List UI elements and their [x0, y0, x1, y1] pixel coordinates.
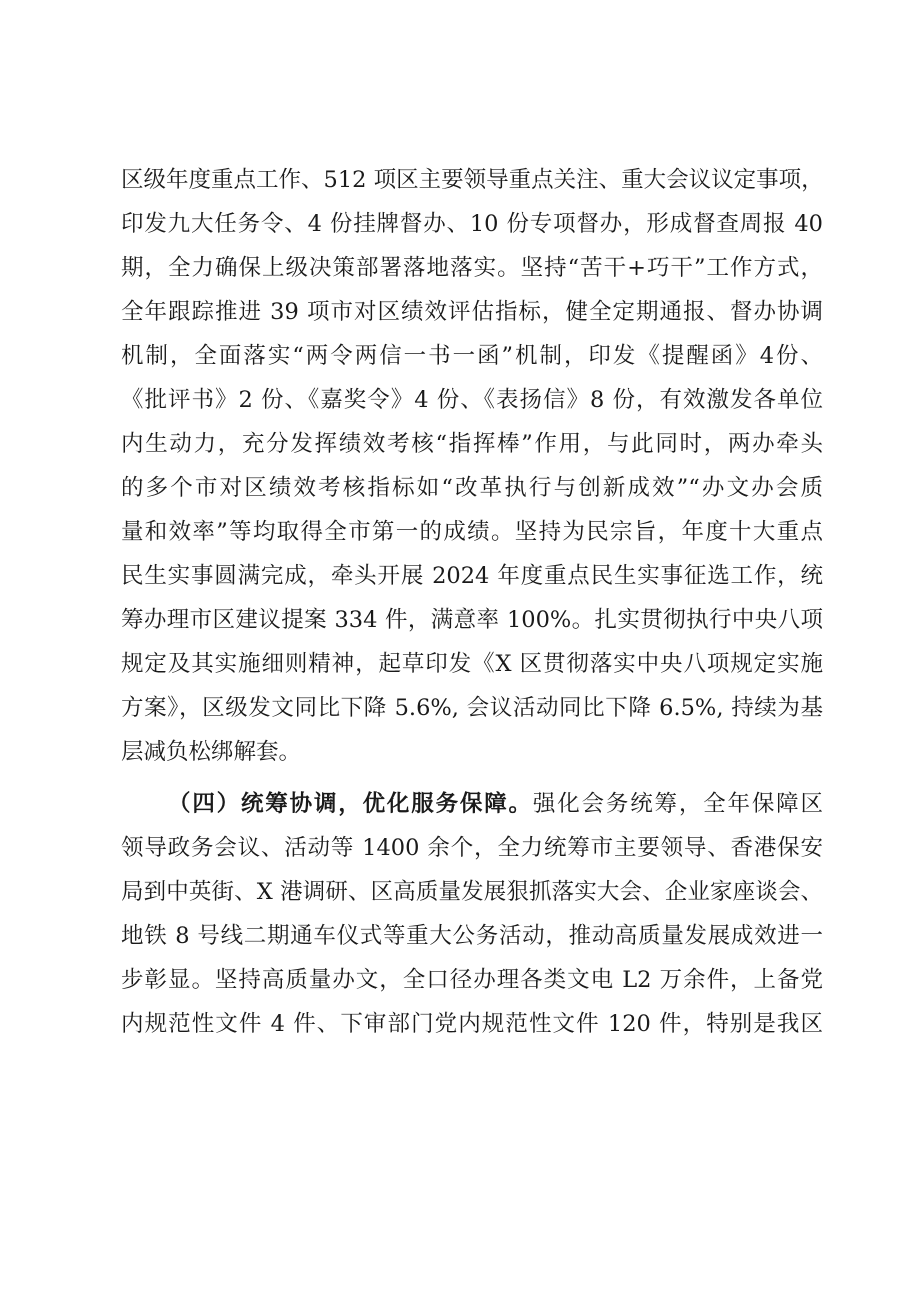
text-line: 期，全力确保上级决策部署落地落实。坚持“苦干+巧干”工作方式， — [121, 255, 823, 281]
text-line: 层减负松绑解套。 — [121, 739, 302, 765]
text-line: 方案》，区级发文同比下降 5.6%, 会议活动同比下降 6.5%, 持续为基 — [121, 695, 823, 721]
text-line: 内生动力，充分发挥绩效考核“指挥棒”作用，与此同时，两办牵头 — [121, 431, 823, 457]
text-line: 局到中英街、X 港调研、区高质量发展狠抓落实大会、企业家座谈会、 — [121, 879, 823, 905]
text-line: 机制，全面落实“两令两信一书一函”机制，印发《提醒函》4份、 — [121, 343, 823, 369]
section-heading-continuation: 强化会务统筹，全年保障区 — [532, 791, 823, 817]
text-line: 量和效率”等均取得全市第一的成绩。坚持为民宗旨，年度十大重点 — [121, 519, 823, 545]
text-line: 地铁 8 号线二期通车仪式等重大公务活动，推动高质量发展成效进一 — [121, 923, 823, 949]
text-line: 步彰显。坚持高质量办文，全口径办理各类文电 L2 万余件，上备党 — [121, 967, 823, 993]
text-line: 印发九大任务令、4 份挂牌督办、10 份专项督办，形成督查周报 40 — [121, 211, 823, 237]
section-first-line — [121, 782, 823, 826]
document-body — [121, 158, 823, 1046]
text-line: 内规范性文件 4 件、下审部门党内规范性文件 120 件，特别是我区 — [121, 1011, 823, 1037]
section-heading: （四）统筹协调，优化服务保障。 — [168, 791, 533, 817]
paragraph-coordination — [121, 782, 823, 1046]
text-line: 全年跟踪推进 39 项市对区绩效评估指标，健全定期通报、督办协调 — [121, 299, 823, 325]
text-line: 规定及其实施细则精神，起草印发《X 区贯彻落实中央八项规定实施 — [121, 651, 823, 677]
text-line: 领导政务会议、活动等 1400 余个，全力统筹市主要领导、香港保安 — [121, 835, 823, 861]
text-line: 筹办理市区建议提案 334 件，满意率 100%。扎实贯彻执行中央八项 — [121, 607, 823, 633]
paragraph-spacer — [121, 774, 823, 782]
text-line: 的多个市对区绩效考核指标如“改革执行与创新成效”“办文办会质 — [121, 475, 823, 501]
text-line: 《批评书》2 份、《嘉奖令》4 份、《表扬信》8 份，有效激发各单位 — [121, 387, 823, 413]
paragraph-oversight — [121, 158, 823, 774]
text-line: 区级年度重点工作、512 项区主要领导重点关注、重大会议议定事项， — [121, 167, 824, 193]
text-line: 民生实事圆满完成，牵头开展 2024 年度重点民生实事征选工作，统 — [121, 563, 823, 589]
